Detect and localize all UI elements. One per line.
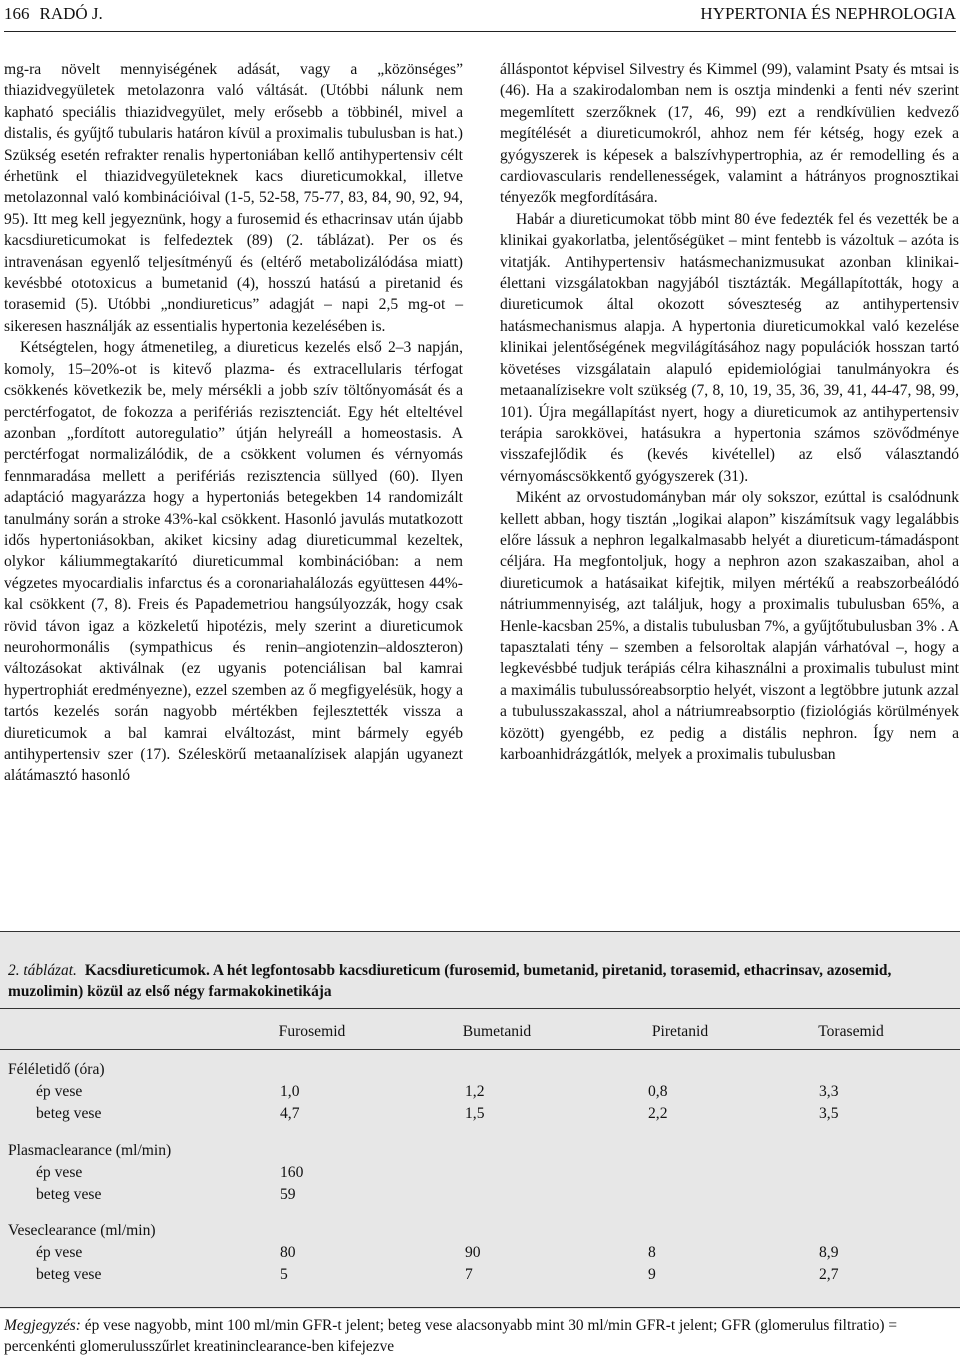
table-cell: 1,0 xyxy=(280,1083,300,1100)
table-cell: 80 xyxy=(280,1244,296,1261)
section-title: HYPERTONIA ÉS NEPHROLOGIA xyxy=(700,4,956,23)
column-header: Torasemid xyxy=(818,1023,884,1040)
note-text: ép vese nagyobb, mint 100 ml/min GFR-t jelent; beteg vese alacsonyabb mint 30 ml/min GFR-t jelent; GFR (glomerulus filtratio) = percenkénti glomerulusszűrlet kreatininclearance-ben kifejezve xyxy=(4,1317,898,1355)
row-label: ép vese xyxy=(36,1244,83,1261)
row-label: beteg vese xyxy=(36,1186,102,1203)
row-label: beteg vese xyxy=(36,1266,102,1283)
table-cell: 8,9 xyxy=(819,1244,839,1261)
table-cell: 2,2 xyxy=(648,1105,668,1122)
column-header: Bumetanid xyxy=(462,1023,532,1040)
table-cell: 4,7 xyxy=(280,1105,300,1122)
table-cell: 3,5 xyxy=(819,1105,839,1122)
table-cell: 1,5 xyxy=(465,1105,485,1122)
paragraph: mg-ra növelt mennyiségének adását, vagy a „közönséges” thiazidvegyületek metolazonra való váltását. (Utóbbi nálunk nem kapható speciális thiazidvegyület, mely erősebb a többinél, mivel a distalis, és gyűjtő tubularis határon kívül a proximalis tubulusban is hat.) Szükség esetén refrakter renalis hypertoniában kellő antihypertensiv célt érhetünk el thiazidvegyületeknek kacs diureticumokkal, illetve metolazonnal való kombinációival (1-5, 52-58, 75-77, 83, 84, 90, 92, 94, 95). Itt meg kell jegyeznünk, hogy a furosemid és ethacrinsav után újabb kacsdiureticumokat is felfedeztek (89) (2. táblázat). Per os és intravenásan egyenlő teljesítményű és (eltérő metabolizálódása miatt) kevésbbé ototoxicus a bumetanid (4), hosszú hatású a piretanid és torasemid (5). Utóbbi „nondiureticus” adagját – napi 2,5 mg-ot – sikeresen használják az essentialis hypertonia kezelésében is. xyxy=(4,61,463,335)
left-column xyxy=(4,59,463,787)
header-rule xyxy=(4,31,956,32)
table-number: 2. táblázat. xyxy=(8,962,77,979)
table-cell: 7 xyxy=(465,1266,473,1283)
table-cell: 3,3 xyxy=(819,1083,839,1100)
paragraph: Habár a diureticumokat több mint 80 éve fedezték fel és vezették be a klinikai gyakorlatba, jelentőségüket – mint fentebb is vázoltuk – azóta is vitatják. Antihypertensiv hatásmechanizmusukat azonban klinikai-élettani vizsgálatokban nagyjából tisztázták. Megállapították, hogy a diureticumok által okozott sóveszteség az antihypertensiv hatásmechanismus alapja. A hypertonia diureticumokkal való kezelése klinikai jelentőségének megvilágításához nagy populációk hosszan tartó követéses vizsgálatain alapuló epidemiológiai tanulmányokra és metaanalízisekre volt szükség (7, 8, 10, 19, 35, 36, 39, 41, 44-47, 98, 99, 101). Újra megállapítást nyert, hogy a diureticumok az antihypertensiv terápia sarokkövei, hatásukra a hypertonia számos szövődménye visszafejlődik és (kevés kivétellel) az első választandó vérnyomáscsökkentő gyógyszerek (31). xyxy=(500,210,959,485)
table-cell: 1,2 xyxy=(465,1083,485,1100)
paragraph: Miként az orvostudományban már oly sokszor, ezúttal is csalódnunk kellett abban, hogy tisztán „logikai alapon” kiszámítsuk vagy legalábbis előre lássuk a nephron legalkalmasabb helyét a diureticum-támadáspont céljára. Ha megfontoljuk, hogy a nephron azon szakaszaiban, ahol a diureticumok a hatásaikat kifejtik, milyen mértékű a reabszorbeálódó nátriummennyiség, azt találjuk, hogy a proximalis tubulusban 65%, a Henle-kacsban 25%, a distalis tubulusban 7%, a gyűjtőtubulusban 3% . A tapasztalati tény – szemben a felsoroltak alapján várhatóval –, hogy a legkevésbbé tudjuk terápiás célra kihasználni a proximalis tubulust mint a maximális tubulussóreabsorptio helyét, viszont a legtöbbre jutunk azzal a tubulusszakasszal, ahol a nátriumreabsorptio (fiziológiás körülmények között) gyengébb, ez pedig a distális nephron. Így nem a karboanhidrázgátlók, melyek a proximalis tubulusban xyxy=(500,489,959,763)
table-rule xyxy=(0,1307,960,1308)
page-number: 166 xyxy=(4,4,30,23)
group-label: Veseclearance (ml/min) xyxy=(8,1222,156,1239)
group-label: Féléletidő (óra) xyxy=(8,1061,105,1078)
table-cell: 8 xyxy=(648,1244,656,1261)
author: RADÓ J. xyxy=(39,4,103,23)
note-label: Megjegyzés: xyxy=(4,1317,81,1334)
header-left xyxy=(4,4,103,24)
table-title: Kacsdiureticumok. A hét legfontosabb kacsdiureticum (furosemid, bumetanid, piretanid, torasemid, ethacrinsav, azosemid, muzolimin) közül az első négy farmakokinetikája xyxy=(8,962,892,1000)
table-rule xyxy=(0,1049,960,1050)
table-caption xyxy=(8,960,950,1002)
table-rule xyxy=(0,1008,960,1009)
right-column xyxy=(500,59,959,765)
table-cell: 0,8 xyxy=(648,1083,668,1100)
table-cell: 160 xyxy=(280,1164,304,1181)
row-label: beteg vese xyxy=(36,1105,102,1122)
row-label: ép vese xyxy=(36,1083,83,1100)
table-cell: 9 xyxy=(648,1266,656,1283)
table-cell: 59 xyxy=(280,1186,296,1203)
table-cell: 2,7 xyxy=(819,1266,839,1283)
row-label: ép vese xyxy=(36,1164,83,1181)
running-header xyxy=(4,2,956,26)
table-cell: 90 xyxy=(465,1244,481,1261)
paragraph: Kétségtelen, hogy átmenetileg, a diureticus kezelés első 2–3 napján, komoly, 15–20%-ot is kitevő plazma- és extracellularis térfogat csökkenés következik be, mely mérsékli a jobb szív töltőnyomását és a perctérfogatot, de fokozza a perifériás rezisztenciát. Egy hét elteltével azonban „fordított autoregulatio” útján helyreáll a homeostasis. A perctérfogat normalizálódik, de a csökkent volumen és vérnyomás fennmaradása mellett a perifériás rezisztencia süllyed (60). Ilyen adaptáció magyarázza hogy a hypertoniás betegekben 14 randomizált tanulmány során a stroke 43%-kal csökkent. Hasonló javulás mutatkozott idős hypertoniásokban, akiket kicsiny adag diureticummal kezeltek, olykor káliummegtakarító diureticummal kombinációban: a nem végzetes myocardialis infarctus és a coronariahalálozás együttesen 44%-kal csökkent (7, 8). Freis és Papademetriou hangsúlyozzák, hogy csak rövid távon igaz a közkeletű hipotézis, mely szerint a diureticumok neurohormonális (sympathicus és renin–angiotenzin–aldoszteron) változásokat aktiválnak (ez ugyanis potenciálisan bal kamrai hypertrophiát eredményezne), ezzel szemben az ő megfigyelésük, hogy a tartós kezelés során nagyobb mértékben fejlesztették vissza a diureticumok a bal kamrai elváltozást, mint bármely egyéb antihypertensiv szer (17). Széleskörű metaanalízisek alapján ugyanezt alátámasztó hasonló xyxy=(4,339,463,785)
group-label: Plasmaclearance (ml/min) xyxy=(8,1142,172,1159)
table-note xyxy=(4,1316,952,1357)
paragraph: álláspontot képvisel Silvestry és Kimmel (99), valamint Psaty és mtsai is (46). Ha a szakirodalomban nem is osztja mindenki a fenti név szerint megemlített szerzőknek (17, 46, 99) ezt a rendkívülien kedvező megítélését a diureticumokról, ahhoz nem fér kétség, hogy ezek a gyógyszerek is képesek a balszívhypertrophia, az ér remodelling és a cardiovascularis rendellenességek, valamint a hátrányos prognosztikai tényezők megfordítására. xyxy=(500,61,959,207)
column-header: Furosemid xyxy=(278,1023,346,1040)
column-header: Piretanid xyxy=(651,1023,709,1040)
table-cell: 5 xyxy=(280,1266,288,1283)
